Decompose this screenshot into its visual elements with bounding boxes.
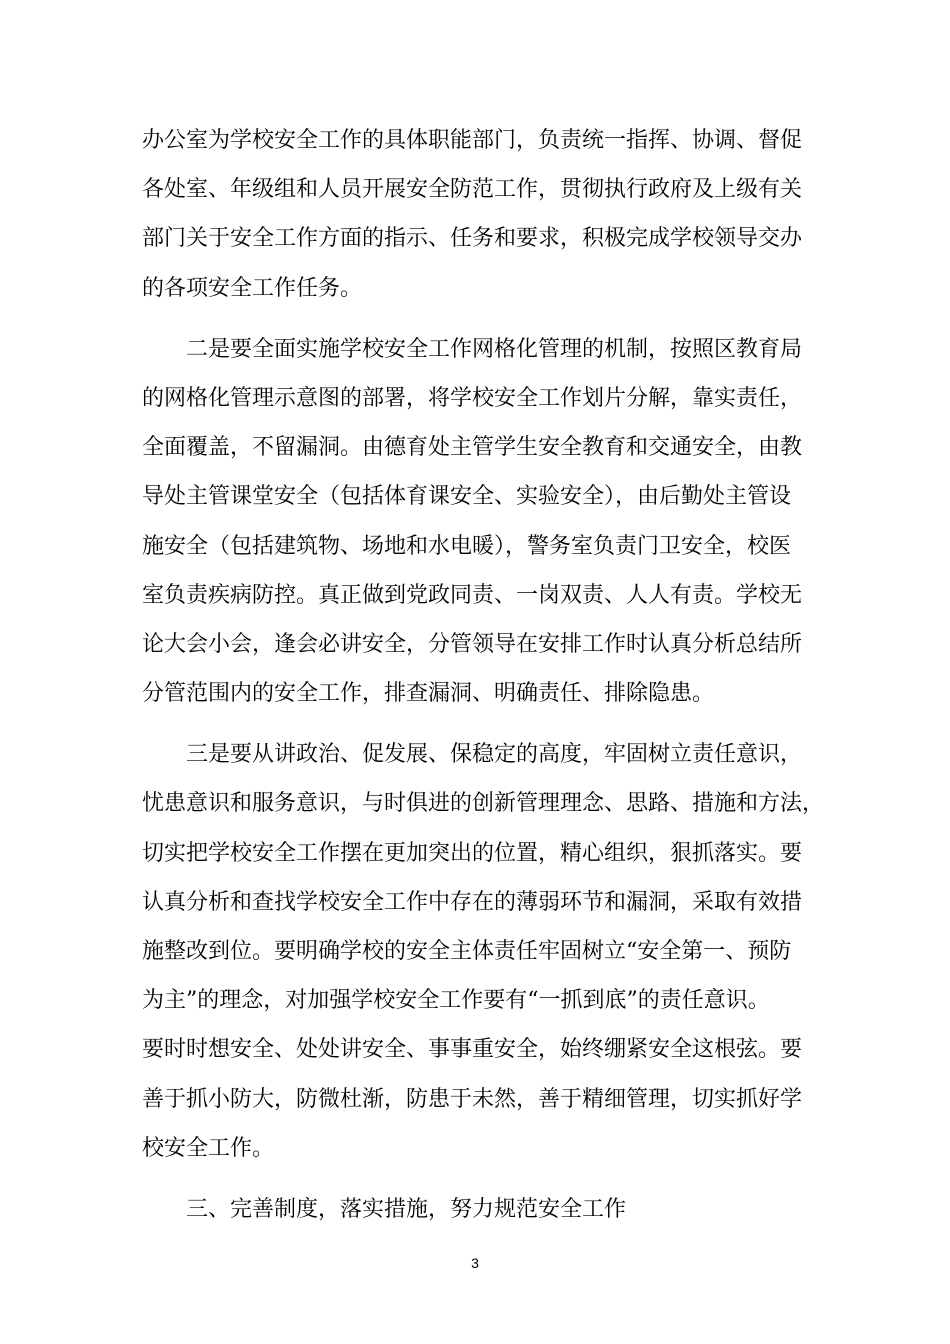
text-line: 要时时想安全、处处讲安全、事事重安全，始终绷紧安全这根弦。要 [142, 1037, 803, 1063]
page-number: 3 [471, 1255, 479, 1271]
paragraph-2 [142, 325, 822, 719]
heading-line: 三、完善制度，落实措施，努力规范安全工作 [186, 1196, 627, 1222]
text-line: 切实把学校安全工作摆在更加突出的位置，精心组织，狠抓落实。要 [142, 840, 803, 866]
text-line: 导处主管课堂安全（包括体育课安全、实验安全），由后勤处主管设 [142, 484, 792, 510]
paragraph-gap [142, 718, 822, 730]
text-line: 部门关于安全工作方面的指示、任务和要求，积极完成学校领导交办 [142, 226, 803, 252]
section-heading [142, 1185, 822, 1234]
text-line: 办公室为学校安全工作的具体职能部门，负责统一指挥、协调、督促 [142, 128, 803, 153]
text-line: 认真分析和查找学校安全工作中存在的薄弱环节和漏洞，采取有效措 [142, 889, 803, 915]
text-line: 论大会小会，逢会必讲安全，分管领导在安排工作时认真分析总结所 [142, 631, 803, 657]
text-line: 三是要从讲政治、促发展、保稳定的高度，牢固树立责任意识， [186, 742, 803, 768]
paragraph-gap [142, 313, 822, 325]
text-line: 善于抓小防大，防微杜渐，防患于未然，善于精细管理，切实抓好学 [142, 1086, 803, 1112]
text-line: 施整改到位。要明确学校的安全主体责任牢固树立“安全第一、预防 [142, 939, 792, 964]
text-line: 室负责疾病防控。真正做到党政同责、一岗双责、人人有责。学校无 [142, 582, 803, 608]
document-body [142, 116, 825, 1234]
text-line: 校安全工作。 [142, 1135, 275, 1161]
paragraph-3 [142, 730, 825, 1173]
text-line: 忧患意识和服务意识，与时俱进的创新管理理念、思路、措施和方法， [142, 791, 825, 817]
text-line: 二是要全面实施学校安全工作网格化管理的机制，按照区教育局 [186, 336, 803, 362]
text-line: 的网格化管理示意图的部署，将学校安全工作划片分解，靠实责任， [142, 385, 803, 411]
text-line: 为主”的理念，对加强学校安全工作要有“一抓到底”的责任意识。 [142, 988, 770, 1014]
text-line: 施安全（包括建筑物、场地和水电暖），警务室负责门卫安全，校医 [142, 533, 792, 559]
paragraph-1 [142, 116, 822, 313]
text-line: 各处室、年级组和人员开展安全防范工作，贯彻执行政府及上级有关 [142, 177, 803, 203]
paragraph-gap [142, 1173, 822, 1185]
text-line: 的各项安全工作任务。 [142, 275, 363, 301]
text-line: 分管范围内的安全工作，排查漏洞、明确责任、排除隐患。 [142, 681, 715, 707]
text-line: 全面覆盖，不留漏洞。由德育处主管学生安全教育和交通安全，由教 [142, 435, 803, 461]
